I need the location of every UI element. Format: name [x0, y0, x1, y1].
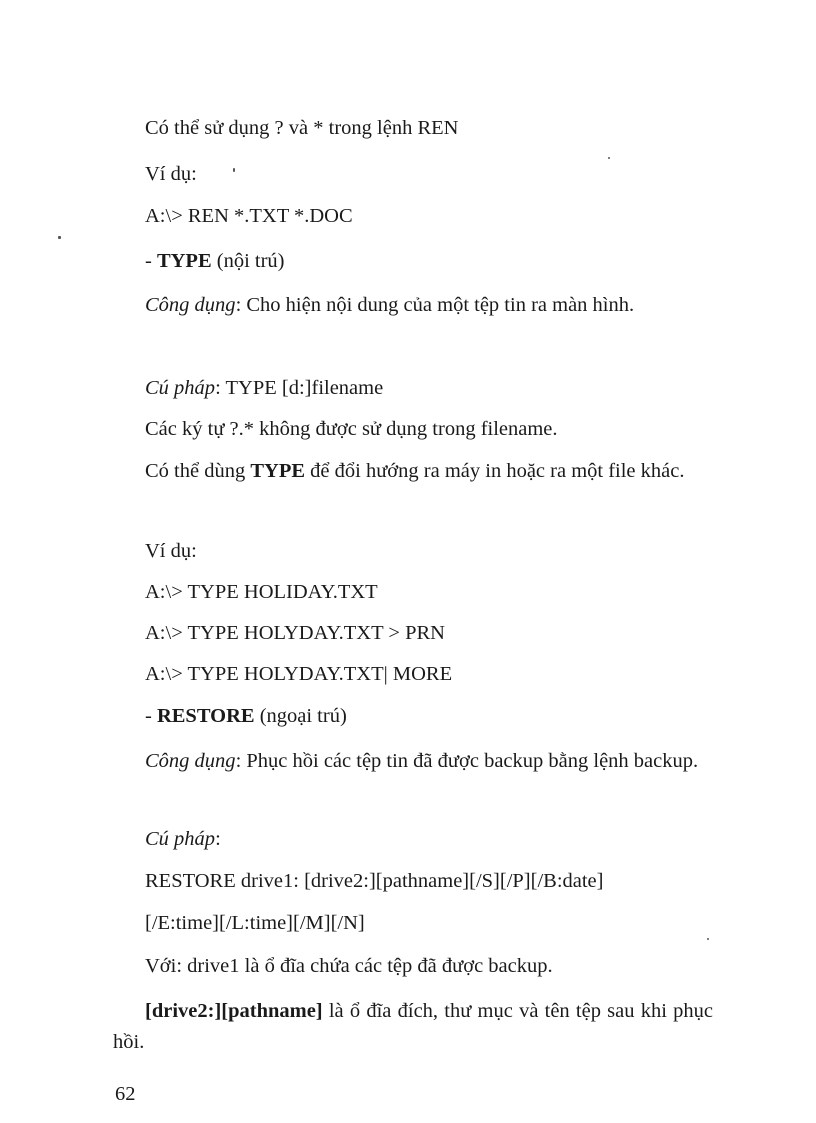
paragraph-type-redirect	[113, 456, 713, 487]
restore-usage-label: Công dụng	[145, 750, 236, 772]
text-line-example-2: Ví dụ:	[145, 540, 197, 562]
restore-usage-text: : Phục hồi các tệp tin đã được backup bằng lệnh backup.	[235, 750, 699, 772]
text-line-drive1: Với: drive1 là ổ đĩa chứa các tệp đã được backup.	[145, 955, 553, 977]
heading-restore	[145, 703, 347, 729]
paragraph-restore-usage	[113, 746, 713, 777]
text-line-type-syntax	[145, 375, 383, 401]
text-line-wildcard-note: Các ký tự ?.* không được sử dụng trong filename.	[145, 418, 558, 440]
type-redirect-cmd: TYPE	[250, 460, 306, 482]
heading-type-cmd: TYPE	[156, 250, 212, 272]
paragraph-drive2	[113, 996, 713, 1058]
command-line-restore-1: RESTORE drive1: [drive2:][pathname][/S][/P][/B:date]	[145, 870, 604, 892]
page-number: 62	[115, 1083, 136, 1105]
text-line-ren-wildcards: Có thể sử dụng ? và * trong lệnh REN	[145, 117, 459, 139]
heading-restore-cmd: RESTORE	[156, 705, 255, 727]
type-redirect-text-a: Có thể dùng	[145, 460, 251, 482]
restore-syntax-colon: :	[215, 828, 221, 850]
type-usage-text: : Cho hiện nội dung của một tệp tin ra màn hình.	[235, 294, 635, 316]
text-line-example-1: Ví dụ:	[145, 163, 197, 185]
heading-type-prefix: -	[145, 250, 157, 272]
type-redirect-text-b: để đổi hướng ra máy in hoặc ra một file khác.	[305, 460, 685, 482]
command-line-ren: A:\> REN *.TXT *.DOC	[145, 205, 353, 227]
command-line-restore-2: [/E:time][/L:time][/M][/N]	[145, 912, 365, 934]
scan-speck	[707, 938, 709, 940]
type-syntax-label: Cú pháp	[145, 377, 216, 399]
scan-speck	[58, 236, 61, 239]
heading-restore-prefix: -	[145, 705, 157, 727]
heading-type-note: (nội trú)	[211, 250, 285, 272]
text-line-restore-syntax	[145, 826, 221, 852]
scan-speck	[608, 157, 610, 159]
drive2-label: [drive2:][pathname]	[145, 1000, 323, 1022]
heading-type	[145, 248, 285, 274]
type-syntax-text: : TYPE [d:]filename	[215, 377, 384, 399]
scan-speck	[233, 168, 235, 172]
command-line-type-2: A:\> TYPE HOLYDAY.TXT > PRN	[145, 622, 445, 644]
command-line-type-1: A:\> TYPE HOLIDAY.TXT	[145, 581, 378, 603]
heading-restore-note: (ngoại trú)	[254, 705, 347, 727]
restore-syntax-label: Cú pháp	[145, 828, 216, 850]
command-line-type-3: A:\> TYPE HOLYDAY.TXT| MORE	[145, 663, 453, 685]
type-usage-label: Công dụng	[145, 294, 236, 316]
drive2-text: là ổ đĩa đích, thư mục và tên tệp sau khi phục hồi.	[113, 1000, 713, 1053]
paragraph-type-usage	[113, 290, 713, 321]
